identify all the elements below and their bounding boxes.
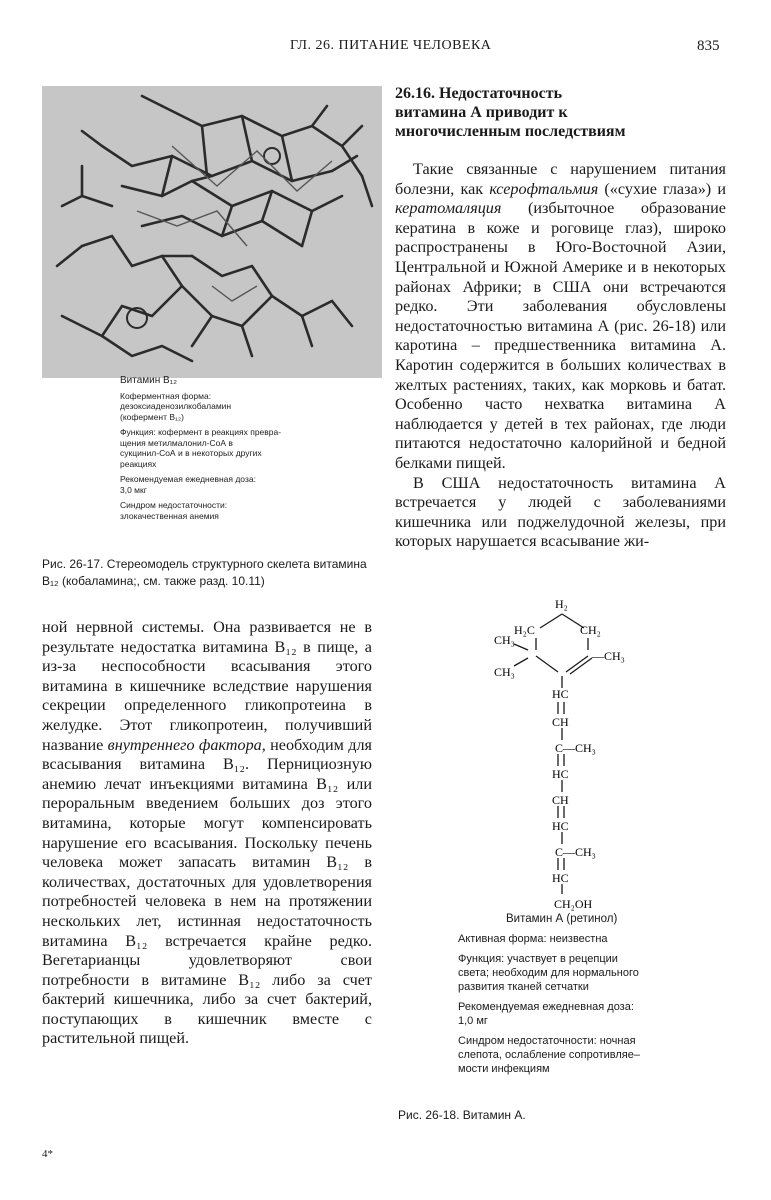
retinol-formula-drawing [440,592,690,912]
left-column-text [42,618,372,1049]
b12-deficiency: Синдром недостаточности: злокачественная анемия [120,500,228,521]
b12-stereomodel-photo [42,86,382,378]
chain-c-ch3-2: C—CH₃ [555,845,596,859]
b12-coenzyme: Коферментная форма: дезоксиаденозилкобаламин (кофермент B₁₂) [120,390,232,422]
vitamin-a-deficiency: Синдром недостаточности: ночная слепота, ослабление сопротивляе– мости инфекциям [458,1035,640,1075]
chain-ch2oh: CH₂OH [554,897,593,911]
ring-h2: H₂ [555,597,568,611]
ring-ch3-a: CH₃ [494,633,515,647]
b12-dose: Рекомендуемая ежедневная доза: 3,0 мкг [120,474,256,495]
paragraph: ной нервной системы. Она развивается не в результате недостатка витамина B₁₂ в пище, а из-за неспособности всасывания этого витамина в кишечнике вследствие нарушения секреции определенного гликопротеина в желудке. Этот гликопротеин, получивший название внутреннего фактора, необходим для всасывания витамина B₁₂. Пернициозную анемию лечат инъекциями витамина B₁₂ или пероральным введением больших доз этого витамина, которые могут компенсировать нарушение его всасывания. Поскольку печень человека может запасать витамин B₁₂ в количествах, достаточных для удовлетворения потребностей человека в нем на протяжении нескольких лет, истинная недостаточность витамина B₁₂ встречается крайне редко. Вегетарианцы удовлетворяют свои потребности в витамине B₁₂ либо за счет бактерий кишечника, либо за счет бактерий, поступающих в кишечник вместе с растительной пищей. [42,618,372,1048]
b12-function: Функция: кофермент в реакциях превра- щения метилмалонил-СоА в сукцинил-СоА и в некоторых других реакциях [120,427,282,469]
vitamin-a-legend-title: Витамин А (ретинол) [506,913,618,925]
ring-h2c: H₂C [514,623,535,637]
b12-legend-title: Витамин B₁₂ [120,375,177,386]
chain-hc-2: HC [552,767,569,781]
figure-26-17-caption: Рис. 26-17. Стереомодель структурного скелета витамина B₁₂ (кобаламина;, см. также разд. 10.11) [42,557,367,588]
chain-hc-1: HC [552,687,569,701]
chapter-title: ГЛ. 26. ПИТАНИЕ ЧЕЛОВЕКА [290,38,492,53]
paragraph: В США недостаточность витамина А встречается у людей с заболеваниями кишечника или поджелудочной железы, при которых нарушается всасывание жи- [395,473,726,551]
ring-ch3-c: —CH₃ [592,649,625,663]
running-header [0,38,771,60]
page-number: 835 [697,38,720,54]
signature-mark: 4* [42,1148,53,1160]
vitamin-a-legend: Витамин А (ретинол) Активная форма: неизвестна Функция: участвует в рецепции света; необходим для нормального развития тканей сетчатки Рекомендуемая ежедневная доза: 1,0 мг Синдром недостаточности: ночная слепота, ослабление сопротивляе– мости инфекциям [458,912,698,1082]
ring-ch2: CH₂ [580,623,601,637]
section-heading: 26.16. Недостаточность витамина А приводит к многочисленным последствиям [395,85,626,140]
b12-legend [120,376,390,526]
vitamin-a-function: Функция: участвует в рецепции света; необходим для нормального развития тканей сетчатки [458,953,639,993]
figure-26-18-caption: Рис. 26-18. Витамин А. [398,1108,526,1122]
vitamin-a-dose: Рекомендуемая ежедневная доза: 1,0 мг [458,1001,634,1027]
chain-ch-2: CH [552,793,569,807]
right-column-text [395,160,726,552]
chain-hc-3: HC [552,819,569,833]
chain-c-ch3-1: C—CH₃ [555,741,596,755]
retinol-structure [440,592,690,912]
ring-ch3-b: CH₃ [494,665,515,679]
paragraph: Такие связанные с нарушением питания болезни, как ксерофтальмия («сухие глаза») и кератомаляция (избыточное образование кератина в коже и роговице глаз), широко распространены в Юго-Восточной Азии, Центральной и Южной Америке и в некоторых районах Африки; в США они встречаются редко. Эти заболевания обусловлены недостаточностью витамина А (рис. 26-18) или каротина – предшественника витамина А. Каротин содержится в больших количествах в желтых растениях, таких, как морковь и батат. Особенно часто нехватка витамина А наблюдается у детей в тех районах, где люди питаются недостаточно калорийной и бедной белками пищей. [395,160,726,472]
b12-skeleton-drawing [42,86,382,378]
chain-hc-4: HC [552,871,569,885]
chain-ch-1: CH [552,715,569,729]
